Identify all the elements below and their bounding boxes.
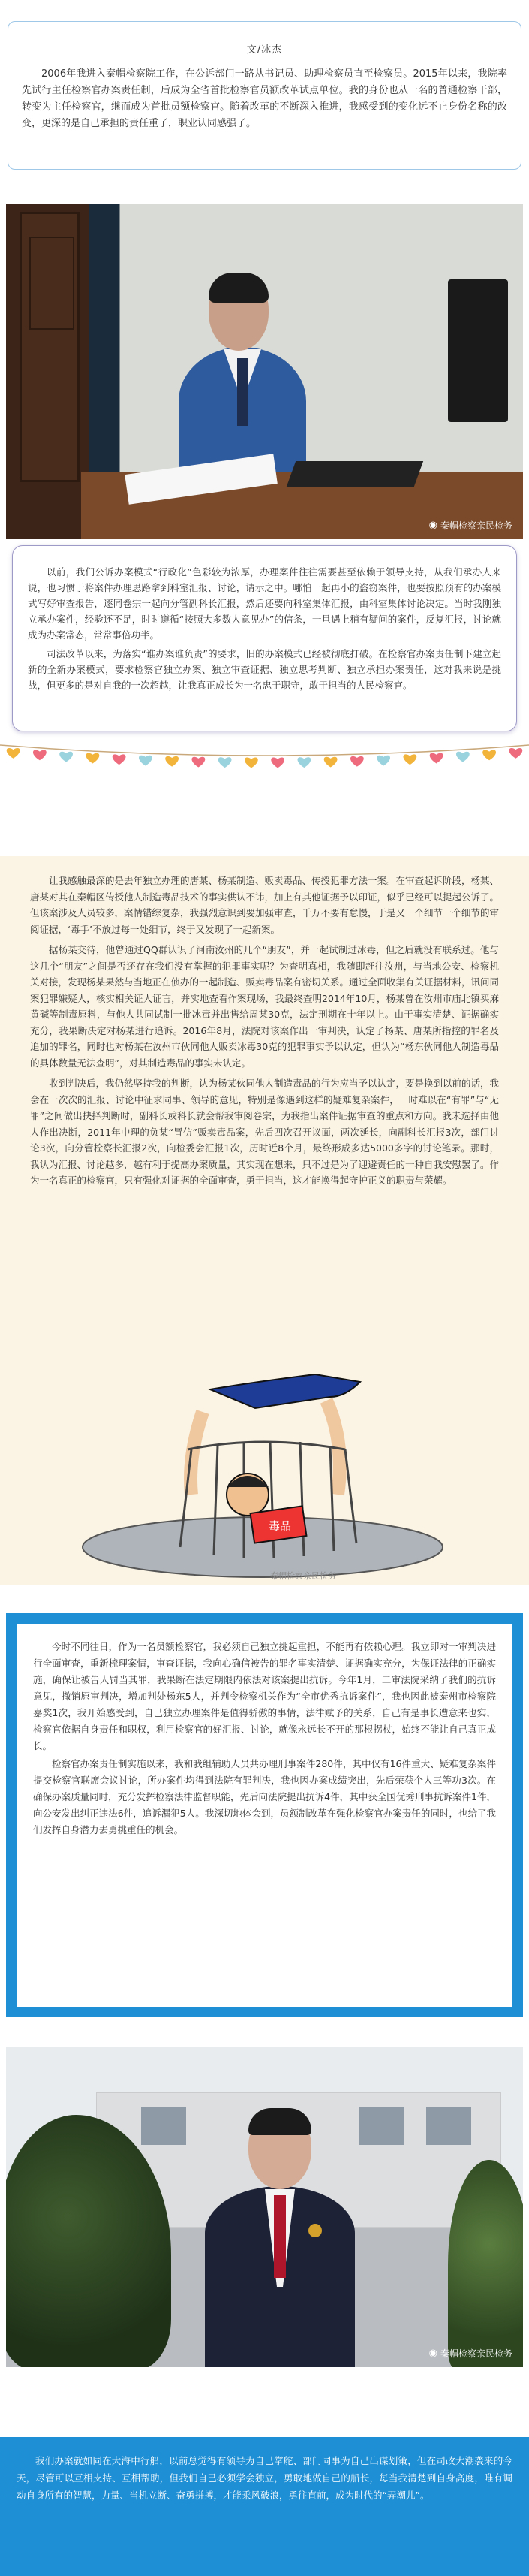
bunting-heart — [377, 756, 390, 766]
intro-box — [8, 21, 521, 170]
bunting-heart — [218, 757, 232, 768]
section-new-era — [6, 1613, 523, 2017]
bunting-decoration — [0, 736, 529, 796]
photo2-watermark — [429, 2347, 512, 2360]
photo-watermark — [429, 519, 512, 532]
section2-paragraph-2: 司法改革以来，为落实“谁办案谁负责”的要求，旧的办案模式已经被彻底打破。在检察官办案责任制下建立起新的全新办案模式，要求检察官独立办案、独立审查证据、独立思考判断、独立承担办案责任，这对我来说是挑战，但更多的是对自我的一次超越，让我真正成长为一名忠于职守，敢于担当的人民检察官。 — [28, 648, 501, 691]
bunting-heart — [139, 756, 152, 766]
wechat-icon: ◉ — [428, 520, 437, 531]
bunting-heart — [191, 757, 205, 768]
monitor — [448, 279, 508, 422]
keyboard — [287, 461, 423, 487]
bunting-heart — [403, 754, 416, 765]
bunting-heart — [430, 753, 443, 764]
bunting-heart — [271, 758, 284, 768]
bunting-heart — [350, 756, 364, 767]
watermark-text: 秦帽检察亲民检务 — [440, 520, 512, 531]
bunting-heart — [245, 758, 258, 768]
section3-paragraph-1: 让我感触最深的是去年独立办理的唐某、杨某制造、贩卖毒品、传授犯罪方法一案。在审查起诉阶段，杨某、唐某对其在秦帽区传授他人制造毒品技术的事实供认不讳，加上有其他证据予以印证，似乎已经可以提起公诉了。但该案涉及人员较多，案情错综复杂，我强烈意识到要加强审查，千万不要有怠慢，于是又一个细节一个细节的审阅证据，‘毒手’不放过每一处细节，终于又发现了一起新案。 — [30, 875, 500, 935]
cartoon-watermark: 秦帽检察亲民检务 — [270, 1571, 336, 1581]
tree-right — [448, 2160, 523, 2367]
prosecutor-figure-2 — [205, 2111, 355, 2367]
bunting-heart — [509, 748, 522, 759]
section2-paragraph-1: 以前，我们公诉办案模式“行政化”色彩较为浓厚，办理案件往往需要甚至依赖于领导支持，从我们承办人来说，也习惯于将案件办理思路拿到科室汇报、讨论，请示之中。哪怕一起再小的盗窃案件，也要按照预有的办案模式写好审查报告，逐同卷宗一起向分管副科长汇报，然后还要向科室集体汇报，由科室集体讨论决定。当时我刚独立承办案件，经验还不足，时时遵循“按照大多数人意见办”的信条，一旦遇上稍有疑问的案件，反复汇报，讨论就成为办案常态，常常事倍功半。 — [28, 566, 501, 641]
bunting-heart — [165, 756, 179, 767]
bunting-heart — [33, 750, 47, 760]
section-old-vs-new-model — [12, 545, 517, 731]
section4-inner — [17, 1624, 512, 2007]
intro-paragraph: 2006年我进入秦帽检察院工作，在公诉部门一路从书记员、助理检察员直至检察员。2015年以来，我院率先试行主任检察官办案责任制，后成为全省首批检察官员额改革试点单位。我的身份也从一名的普通检察干部，转变为主任检察官，继而成为首批员额检察官。随着改革的不断深入推进，我感受到的变化远不止身份名称的改变，更深的是自己承担的责任重了，职业认同感强了。 — [22, 68, 507, 129]
photo-prosecutor-at-desk — [6, 204, 523, 539]
section4-paragraph-2: 检察官办案责任制实施以来，我和我组辅助人员共办理刑事案件280件，其中仅有16件重大、疑难复杂案件提交检察官联席会议讨论，所办案件均得到法院有罪判决，我也因办案成绩突出，先后荣获个人三等功3次。在确保办案质量同时，充分发挥检察法律监督职能，先后向法院提出抗诉4件，其中获全国优秀刑事抗诉案件1件，向公安发出纠正违法6件，追诉漏犯5人。我深切地体会到，员额制改革在强化检察官办案责任的同时，也给了我们发挥自身潜力去勇挑重任的机会。 — [33, 1758, 496, 1835]
photo-prosecutor-outdoor — [6, 2047, 523, 2367]
section-conclusion — [0, 2437, 529, 2576]
watermark-text: 秦帽检察亲民检务 — [440, 2348, 512, 2359]
wechat-icon: ◉ — [428, 2348, 437, 2359]
section5-paragraph: 我们办案就如同在大海中行船，以前总觉得有领导为自己掌舵、部门同事为自己出谋划策，但在司改大潮袭来的今天，尽管可以互相支持、互相帮助，但我们自己必须学会独立，勇敢地做自己的船长，每当我清楚到自身高度，唯有调动自身所有的智慧，力量、当机立断、奋勇拼搏，才能乘风破浪，勇往直前，成为时代的“弄潮儿”。 — [17, 2455, 512, 2501]
article-author: 文/冰杰 — [246, 44, 283, 56]
section4-paragraph-1: 今时不同往日，作为一名员额检察官，我必须自己独立挑起重担，不能再有依赖心理。我立即对一审判决进行全面审查，重新梳理案情，审查证据，我向心确信被告的罪名事实清楚、证据确实充分，为保证法律的正确实施，确保让被告人罚当其罪，我果断在法定期限内依法对该案提出抗诉。今年1月，二审法院采纳了我们的抗诉意见，撤销原审判决，增加判处杨东5人，并判令检察机关作为“全市优秀抗诉案件”，我也因此被泰州市检察院嘉奖1次，我开始感受到，自己独立办理案件是值得骄傲的事情，法律赋予的关系，自己有是事长遭意来也实，检察官依据自身责任和职权，利用检察官的好汇报、讨论，就像永远长不开的那根拐杖，始终不能让自己真正成长。 — [33, 1641, 496, 1751]
bunting-heart — [297, 757, 311, 768]
bunting-heart — [324, 757, 338, 768]
bunting-heart — [456, 752, 470, 762]
bunting-heart — [7, 748, 20, 759]
section3-paragraph-2: 据杨某交待，他曾通过QQ群认识了河南汝州的几个“朋友”，并一起试制过冰毒，但之后就没有联系过。他与这几个“朋友”之间是否还存在我们没有掌握的犯罪事实呢？为查明真相，我随即赶往汝州，与当地公安、检察机关对接，发现杨某果然与当地正在侦办的一起制造、贩卖毒品案有密切关系。通过全面收集有关证据材料，讯问同案犯罪嫌疑人，核实相关证人证言，并实地查看作案现场，我最终查明2014年10月，杨某曾在汝州市庙北镇买麻黄碱等制毒原料，与他人共同试制一批冰毒并出售给周某30克，法定刑期在十年以上。由于事实清楚、证据确实充分，我果断决定对杨某进行追诉。2016年8月，法院对该案作出一审判决，认定了杨某、唐某所指控的罪名及追加的罪名，同时也对杨某在汝州市伙同他人贩卖冰毒30克的犯罪事实予以认定，但认为“杨东伙同他人制造毒品的具体数量无法查明”，对其制造毒品的事实未认定。 — [30, 944, 500, 1069]
bunting-heart — [113, 754, 126, 765]
bunting-heart — [482, 750, 496, 760]
bunting-heart — [59, 752, 73, 762]
cartoon-drug-cage — [30, 1367, 495, 1585]
door — [20, 212, 80, 482]
bunting-heart — [86, 753, 99, 764]
section3-paragraph-3: 收到判决后，我仍然坚持我的判断，认为杨某伙同他人制造毒品的行为应当予以认定，要是换到以前的话，我会在一次次的汇报、讨论中征求同事、领导的意见，特别是像遇到这样的疑难复杂案件，一时难以在“有罪”与“无罪”之间做出抉择判断时，副科长或科长就会帮我审阅卷宗，为我指出案件证据审查的重点和方向。我未选择由他人作出决断，2011年中理的负某“冒仿”贩卖毒品案，先后四次召开议面，两次延长，向副科长汇报3次，部门讨论3次，向分管检察长汇报2次，向检委会汇报1次，历时近8个月，最终形成多达5000多字的讨论笔录。那时，我认为汇报、讨论越多，越有利于提高办案质量，其实现在想来，只不过是为了迎避责任的一种自我安慰罢了。作为一名真正的检察官，只有强化对证据的全面审查，勇于担当，这才能换得起守护正义的职责与荣耀。 — [30, 1078, 500, 1186]
cartoon-drug-label: 毒品 — [269, 1519, 292, 1533]
